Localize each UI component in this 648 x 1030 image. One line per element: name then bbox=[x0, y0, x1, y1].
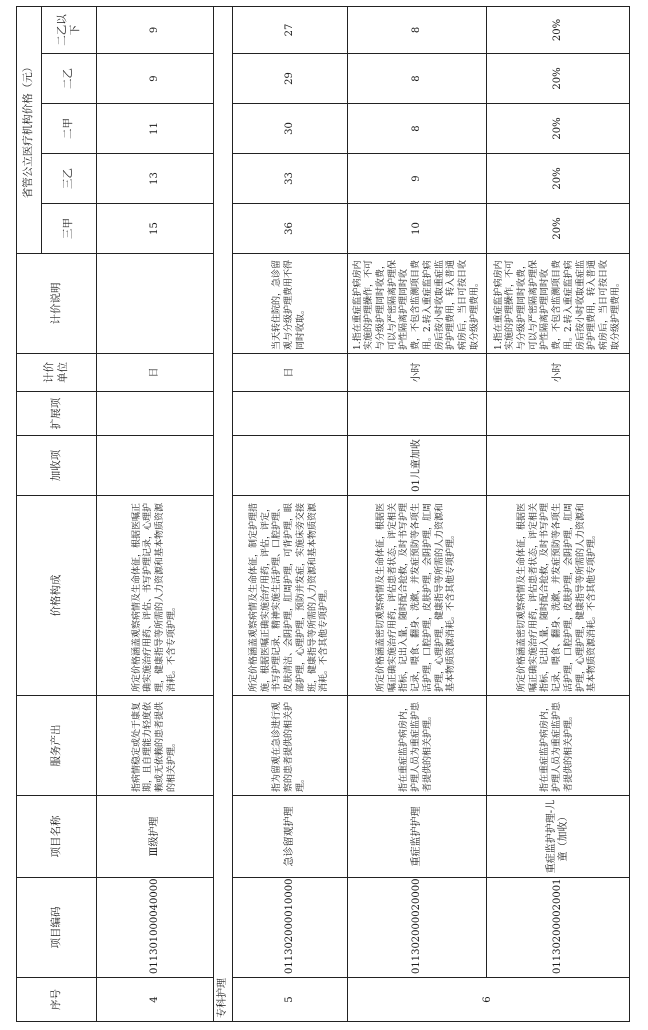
header-code: 项目编码 bbox=[17, 878, 97, 978]
cell-price: 27 bbox=[233, 6, 348, 53]
cell-unit: 日 bbox=[233, 354, 348, 392]
header-price-group: 省管公立医疗机构价格（元） bbox=[17, 6, 42, 253]
header-notes: 计价说明 bbox=[17, 254, 97, 354]
cell-price: 11 bbox=[97, 104, 214, 154]
cell-ext bbox=[97, 392, 214, 436]
table-row bbox=[233, 6, 348, 1021]
cell-price: 9 bbox=[97, 54, 214, 104]
cell-output: 指在重症监护病房内，护理人员为重症监护患者提供的相关护理。 bbox=[487, 696, 630, 796]
cell-price: 33 bbox=[233, 154, 348, 204]
header-seq: 序号 bbox=[17, 978, 97, 1022]
cell-price: 8 bbox=[348, 104, 487, 154]
cell-price: 20% bbox=[487, 54, 630, 104]
cell-seq: 6 bbox=[348, 978, 630, 1022]
cell-output: 指病情稳定或处于康复期，且自理能力轻度依赖或无依赖的患者提供的相关护理。 bbox=[97, 696, 214, 796]
cell-price: 9 bbox=[97, 6, 214, 53]
cell-composition: 所定价格涵盖观察病情及生命体征，制定护理措施，根据医嘱正确实施治疗用药，评估，评定，书写护理记录，精神实施生活护理、口腔护理、皮肤清洁、会阴护理，肛周护理，可背护理，眼部护理，心理护理，预防并发症，实施床旁交接班，健康指导等所需的人力资源和基本物质资源消耗。不含其他专项护理。 bbox=[233, 496, 348, 696]
cell-unit: 小时 bbox=[348, 354, 487, 392]
cell-name: 急诊留观护理 bbox=[233, 796, 348, 878]
header-ext: 扩展项 bbox=[17, 392, 97, 436]
header-output: 服务产出 bbox=[17, 696, 97, 796]
cell-notes: 1.指在重症监护病房内实施的护理操作，不可与分级护理同时收费，可以与严密隔离护理保护性隔离护理同时收费，不包含监测项目费用。2.转入重症监护病房后按小时收取重症监护护理费用，转入普通病房后，当日可按日收取分级护理费用。 bbox=[348, 254, 487, 354]
cell-code: 011302000020000 bbox=[348, 878, 487, 978]
table-row bbox=[97, 6, 214, 1021]
header-unit: 计价单位 bbox=[17, 354, 97, 392]
cell-price: 29 bbox=[233, 54, 348, 104]
table-row bbox=[487, 6, 630, 1021]
section-title: 专科护理 bbox=[214, 6, 233, 1021]
cell-output: 指在重症监护病房内，护理人员为重症监护患者提供的相关护理。 bbox=[348, 696, 487, 796]
table-row bbox=[348, 6, 487, 1021]
cell-name: 重症监护护理-儿童（加收） bbox=[487, 796, 630, 878]
cell-unit: 日 bbox=[97, 354, 214, 392]
cell-price: 20% bbox=[487, 204, 630, 254]
cell-surcharge bbox=[233, 436, 348, 496]
cell-price: 10 bbox=[348, 204, 487, 254]
cell-price: 8 bbox=[348, 54, 487, 104]
cell-output: 指为留观在急诊进行观察的患者提供的相关护理。 bbox=[233, 696, 348, 796]
header-surcharge: 加收项 bbox=[17, 436, 97, 496]
header-composition: 价格构成 bbox=[17, 496, 97, 696]
cell-seq: 5 bbox=[233, 978, 348, 1022]
header-grade: 三乙 bbox=[42, 154, 97, 204]
cell-ext bbox=[348, 392, 487, 436]
cell-notes: 1.指在重症监护病房内实施的护理操作，不可与分级护理同时收费，可以与严密隔离护理保护性隔离护理同时收费，不包含监测项目费用。2.转入重症监护病房后按小时收取重症监护护理费用，转入普通病房后，当日可按日收取分级护理费用。 bbox=[487, 254, 630, 354]
header-grade: 二乙 bbox=[42, 54, 97, 104]
cell-composition: 所定价格涵盖密切观察病情及生命体征，根据医嘱正确实施治疗用药，评估患者状态，评定相关指标，记出入量，随时配合抢救，及时书写护理记录，喂食、翻身、洗漱，并发症预防等各项生活护理，口腔护理，皮肤护理，会阴护理，肛周护理，心理护理，健康指导等所需的人力资源和基本物质资源消耗。不含其他专项护理。 bbox=[348, 496, 487, 696]
section-row bbox=[214, 6, 233, 1021]
cell-price: 36 bbox=[233, 204, 348, 254]
cell-code: 011302000020001 bbox=[487, 878, 630, 978]
header-grade: 二乙以下 bbox=[42, 6, 97, 53]
cell-price: 20% bbox=[487, 154, 630, 204]
cell-price: 13 bbox=[97, 154, 214, 204]
cell-price: 20% bbox=[487, 6, 630, 53]
cell-code: 011301000040000 bbox=[97, 878, 214, 978]
cell-price: 8 bbox=[348, 6, 487, 53]
header-name: 项目名称 bbox=[17, 796, 97, 878]
header-grade: 二甲 bbox=[42, 104, 97, 154]
cell-notes bbox=[97, 254, 214, 354]
cell-ext bbox=[487, 392, 630, 436]
cell-surcharge: 01儿童加收 bbox=[348, 436, 487, 496]
cell-composition: 所定价格涵盖观察病情及生命体征，根据医嘱正确实施治疗用药、评估、书写护理记录，心理护理，健康指导等所需的人力资源和基本物质资源消耗。不含专项护理。 bbox=[97, 496, 214, 696]
cell-notes: 当天转住院的，急诊留观与分级护理费用不得同时收取。 bbox=[233, 254, 348, 354]
cell-composition: 所定价格涵盖密切观察病情及生命体征，根据医嘱正确实施治疗用药，评估患者状态，评定相关指标，记出入量，随时配合抢救，及时书写护理记录，喂食、翻身、洗漱，并发症预防等各项生活护理，口腔护理，皮肤护理，会阴护理，肛周护理，心理护理，健康指导等所需的人力资源和基本物质资源消耗。不含其他专项护理。 bbox=[487, 496, 630, 696]
cell-price: 15 bbox=[97, 204, 214, 254]
cell-name: Ⅲ级护理 bbox=[97, 796, 214, 878]
price-table bbox=[16, 6, 630, 1022]
header-grade: 三甲 bbox=[42, 204, 97, 254]
cell-seq: 4 bbox=[97, 978, 214, 1022]
cell-name: 重症监护护理 bbox=[348, 796, 487, 878]
cell-surcharge bbox=[487, 436, 630, 496]
cell-unit: 小时 bbox=[487, 354, 630, 392]
cell-code: 011302000010000 bbox=[233, 878, 348, 978]
cell-ext bbox=[233, 392, 348, 436]
cell-price: 9 bbox=[348, 154, 487, 204]
cell-price: 30 bbox=[233, 104, 348, 154]
cell-price: 20% bbox=[487, 104, 630, 154]
cell-surcharge bbox=[97, 436, 214, 496]
